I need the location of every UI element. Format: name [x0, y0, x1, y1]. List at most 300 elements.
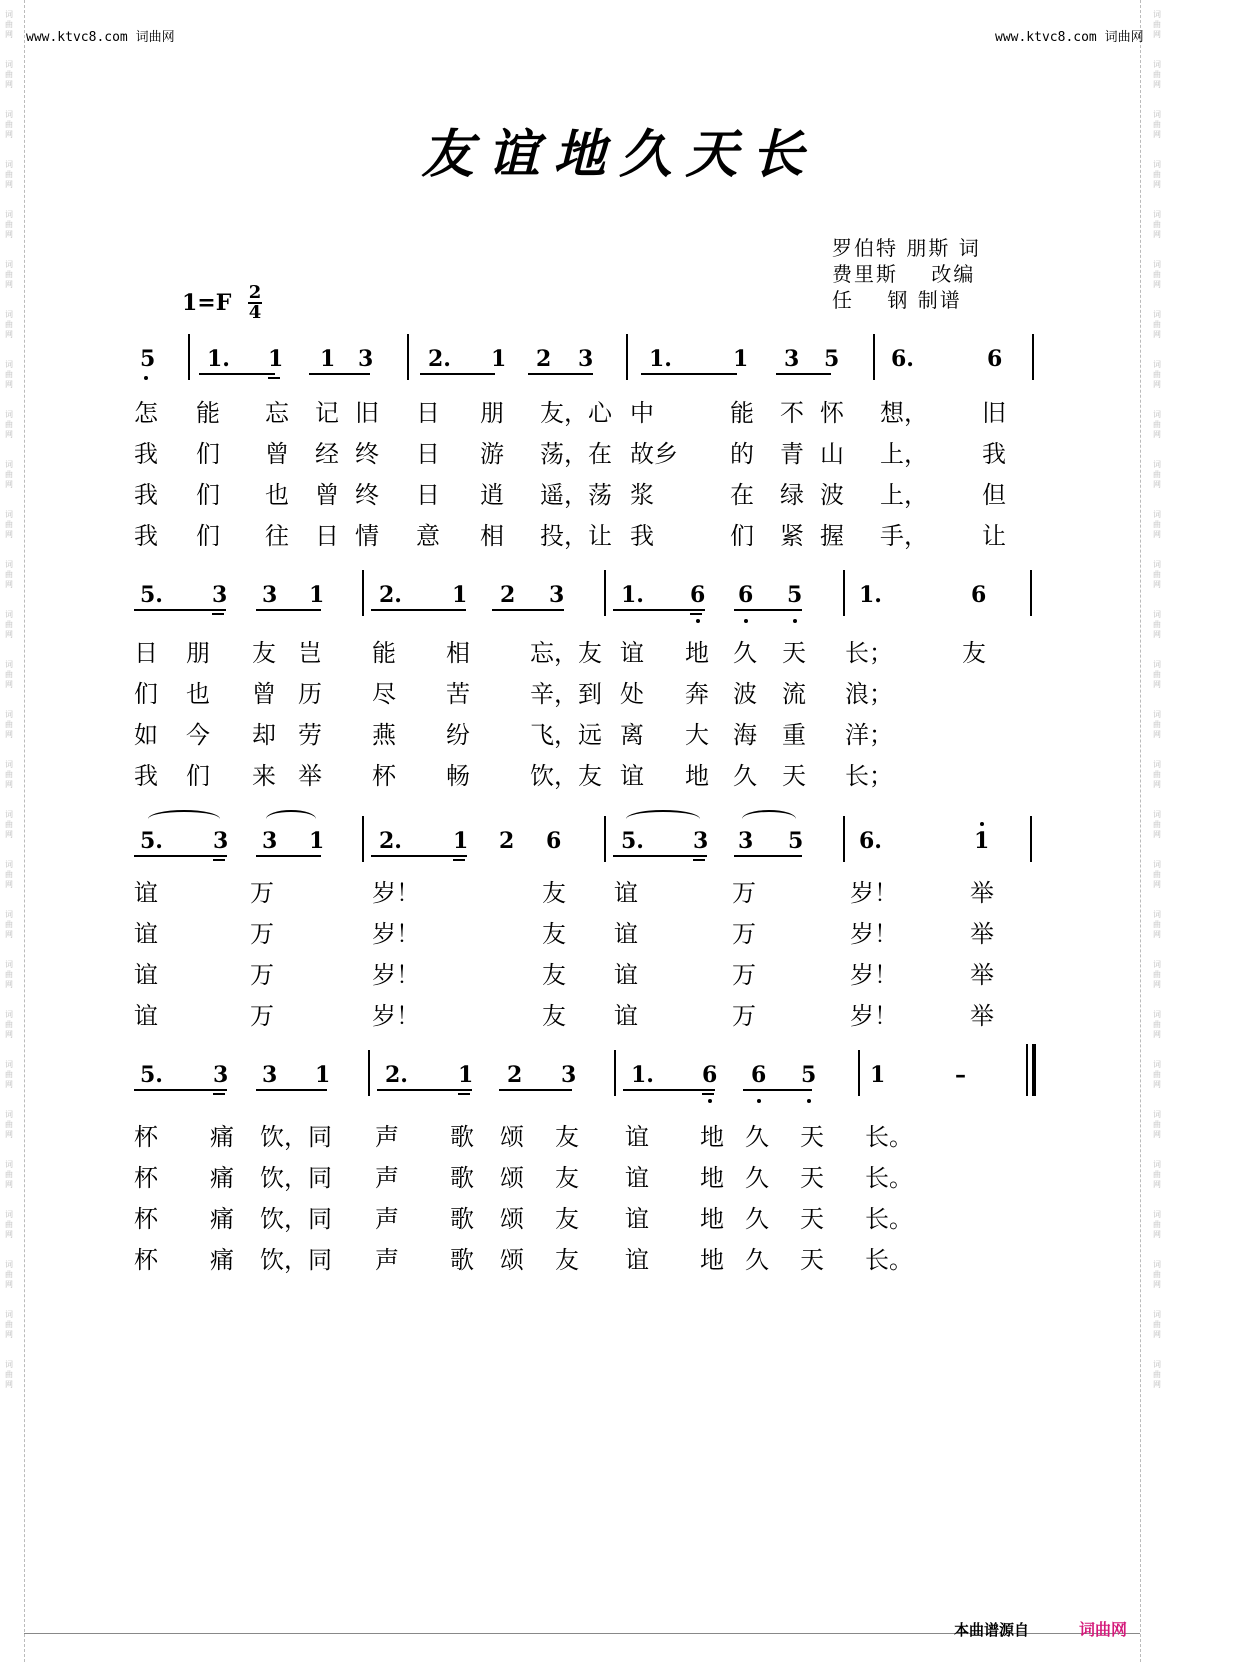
time-signature-top: 2 [248, 282, 262, 303]
lyric: 万 [732, 961, 756, 989]
lyric: 旧 [982, 399, 1006, 427]
lyric: 纷 [446, 721, 470, 749]
note: 5. [140, 828, 163, 854]
slur [266, 810, 316, 828]
lyric: 想， [880, 399, 928, 427]
lyric: 歌 [450, 1246, 474, 1274]
lyric: 让 [982, 522, 1006, 550]
final-barline-thick [1032, 1044, 1036, 1096]
lyric: 久 [745, 1205, 769, 1233]
side-watermark-left: 词 曲 网 词 曲 网 词 曲 网 词 曲 网 词 曲 网 词 曲 网 词 曲 网 词 曲 网 词 曲 网 词 曲 网 词 曲 网 词 曲 网 词 曲 网 词 曲 网 词 曲 网 词 曲 网 词 曲 网 词 曲 网 词 曲 网 词 曲 网 词 曲 网 词 曲 网 词 曲 网 词 曲 网 词 曲 网 词 曲 网 词 曲 网 词 曲 网 [5, 10, 13, 1389]
low-octave-dot [744, 619, 748, 623]
lyric: 久 [745, 1164, 769, 1192]
lyric: 岁！ [372, 920, 420, 948]
lyric: 能 [372, 639, 396, 667]
beam-double [213, 859, 225, 861]
beam [199, 373, 275, 375]
lyric: 紧 [780, 522, 804, 550]
beam-double [458, 1093, 470, 1095]
lyric: 长； [845, 639, 893, 667]
lyric: 友 [555, 1246, 579, 1274]
lyric: 洋； [845, 721, 893, 749]
lyric: 不 [780, 399, 804, 427]
beam [641, 373, 737, 375]
lyric: 长。 [865, 1164, 913, 1192]
note: 1 [733, 346, 749, 372]
time-signature [248, 284, 262, 322]
lyric: 谊 [134, 961, 158, 989]
lyric: 饮，同 [260, 1123, 332, 1151]
lyric: 天 [800, 1164, 824, 1192]
barline [188, 334, 190, 380]
beam [528, 373, 593, 375]
lyric: 万 [250, 920, 274, 948]
note: 2 [499, 828, 515, 854]
lyric: 忘 [265, 399, 289, 427]
lyric: 友 [555, 1205, 579, 1233]
barline [1030, 570, 1032, 616]
note: 5. [621, 828, 644, 854]
lyric: 痛 [210, 1164, 234, 1192]
lyric: 荡，在 [540, 440, 612, 468]
barline [873, 334, 875, 380]
footer-source-label: 本曲谱源自 [953, 1621, 1029, 1639]
lyric: 终 [355, 440, 379, 468]
lyric: 天 [800, 1205, 824, 1233]
lyric: 们 [196, 481, 220, 509]
lyric: 历 [298, 680, 322, 708]
low-octave-dot [708, 1099, 712, 1103]
note: 1 [453, 828, 469, 854]
lyric: 久 [745, 1246, 769, 1274]
lyric: 天 [800, 1246, 824, 1274]
lyric: 痛 [210, 1246, 234, 1274]
lyric: 地 [700, 1246, 724, 1274]
lyric: 声 [375, 1205, 399, 1233]
lyric: 谊 [134, 879, 158, 907]
lyric: 曾 [315, 481, 339, 509]
beam-double [702, 1093, 714, 1095]
lyric: 山 [820, 440, 844, 468]
lyric: 地 [700, 1123, 724, 1151]
beam [734, 609, 802, 611]
lyric: 久 [733, 639, 757, 667]
lyric: 握 [820, 522, 844, 550]
lyric: 岁！ [850, 1002, 898, 1030]
song-title: 友谊地久天长 [421, 124, 818, 185]
low-octave-dot [807, 1099, 811, 1103]
note: 1. [649, 346, 672, 372]
note: 2 [536, 346, 552, 372]
lyric: 天 [800, 1123, 824, 1151]
lyric: 长。 [865, 1246, 913, 1274]
lyric: 饮，友 [530, 762, 602, 790]
lyric: 我 [134, 481, 158, 509]
beam [134, 609, 226, 611]
lyric: 杯 [134, 1205, 158, 1233]
lyric: 能 [196, 399, 220, 427]
lyric: 辛，到 [530, 680, 602, 708]
note: 5 [140, 346, 156, 372]
beam [256, 1089, 327, 1091]
lyric: 中 [630, 399, 654, 427]
lyric: 万 [732, 1002, 756, 1030]
lyric: 友 [252, 639, 276, 667]
lyric: 歌 [450, 1164, 474, 1192]
lyric: 谊 [625, 1123, 649, 1151]
lyric: 日 [416, 440, 440, 468]
note: 1 [974, 828, 990, 854]
low-octave-dot [757, 1099, 761, 1103]
lyric: 旧 [355, 399, 379, 427]
note: 6. [891, 346, 914, 372]
lyric: 尽 [372, 680, 396, 708]
lyric: 绿 [780, 481, 804, 509]
lyric: 岁！ [850, 961, 898, 989]
note: 5 [824, 346, 840, 372]
note: 6 [738, 582, 754, 608]
lyric: 地 [700, 1164, 724, 1192]
lyric: 我 [134, 522, 158, 550]
side-watermark-right: 词 曲 网 词 曲 网 词 曲 网 词 曲 网 词 曲 网 词 曲 网 词 曲 网 词 曲 网 词 曲 网 词 曲 网 词 曲 网 词 曲 网 词 曲 网 词 曲 网 词 曲 网 词 曲 网 词 曲 网 词 曲 网 词 曲 网 词 曲 网 词 曲 网 词 曲 网 词 曲 网 词 曲 网 词 曲 网 词 曲 网 词 曲 网 词 曲 网 [1153, 10, 1161, 1389]
slur [742, 810, 796, 828]
lyric: 友，心 [540, 399, 612, 427]
note: 3 [578, 346, 594, 372]
lyric: 友 [542, 920, 566, 948]
lyric: 波 [820, 481, 844, 509]
beam [734, 855, 802, 857]
beam-double [212, 613, 224, 615]
lyric: 长。 [865, 1123, 913, 1151]
beam [499, 1089, 572, 1091]
note: 1. [631, 1062, 654, 1088]
lyric: 谊 [614, 879, 638, 907]
header-site-left[interactable]: www.ktvc8.com 词曲网 [26, 30, 175, 45]
lyric: 地 [700, 1205, 724, 1233]
lyric: 举 [970, 879, 994, 907]
lyric: 我 [630, 522, 654, 550]
barline [407, 334, 409, 380]
lyric: 岁！ [372, 1002, 420, 1030]
note: 1. [859, 582, 882, 608]
note: 2. [385, 1062, 408, 1088]
high-octave-dot [980, 822, 984, 826]
note: 1 [320, 346, 336, 372]
barline [604, 816, 606, 862]
lyric: 声 [375, 1246, 399, 1274]
barline [1032, 334, 1034, 380]
note: 1 [268, 346, 284, 372]
note: 2. [379, 582, 402, 608]
left-border [24, 0, 25, 1662]
lyric: 声 [375, 1123, 399, 1151]
lyric: 意 [416, 522, 440, 550]
lyric: 波 [733, 680, 757, 708]
beam [377, 1089, 472, 1091]
beam [134, 855, 227, 857]
note: 3 [212, 582, 228, 608]
lyric: 重 [782, 721, 806, 749]
lyric: 终 [355, 481, 379, 509]
lyric: 游 [480, 440, 504, 468]
lyric: 忘，友 [530, 639, 602, 667]
lyric: 地 [685, 762, 709, 790]
lyric: 的 [730, 440, 754, 468]
note: 6 [690, 582, 706, 608]
lyric: 杯 [372, 762, 396, 790]
credit-notation: 任 钢 制谱 [832, 288, 962, 312]
lyric: 友 [542, 879, 566, 907]
lyric: 我 [982, 440, 1006, 468]
lyric: 上， [880, 481, 928, 509]
low-octave-dot [144, 376, 148, 380]
note: 1 [491, 346, 507, 372]
note: 6 [971, 582, 987, 608]
beam [371, 855, 467, 857]
lyric: 举 [298, 762, 322, 790]
lyric: 日 [416, 399, 440, 427]
note: 6 [751, 1062, 767, 1088]
note: 5. [140, 1062, 163, 1088]
lyric: 岂 [298, 639, 322, 667]
lyric: 们 [186, 762, 210, 790]
note: – [955, 1062, 966, 1088]
note: 6. [859, 828, 882, 854]
lyric: 我 [134, 440, 158, 468]
beam [613, 609, 705, 611]
lyric: 流 [782, 680, 806, 708]
lyric: 燕 [372, 721, 396, 749]
note: 1. [207, 346, 230, 372]
lyric: 奔 [685, 680, 709, 708]
lyric: 岁！ [850, 920, 898, 948]
lyric: 友 [542, 1002, 566, 1030]
lyric: 曾 [265, 440, 289, 468]
note: 3 [262, 1062, 278, 1088]
beam [623, 1089, 715, 1091]
lyric: 但 [982, 481, 1006, 509]
lyric: 们 [196, 522, 220, 550]
lyric: 万 [250, 1002, 274, 1030]
key-signature: 1=F [182, 290, 232, 316]
lyric: 岁！ [372, 879, 420, 907]
beam [492, 609, 564, 611]
lyric: 颂 [500, 1246, 524, 1274]
lyric: 歌 [450, 1123, 474, 1151]
lyric: 浆 [630, 481, 654, 509]
lyric: 谊 [625, 1205, 649, 1233]
lyric: 谊 [614, 1002, 638, 1030]
footer-source-name[interactable]: 词曲网 [1078, 1620, 1127, 1639]
lyric: 投，让 [540, 522, 612, 550]
note: 1 [309, 582, 325, 608]
note: 3 [213, 828, 229, 854]
lyric: 怎 [134, 399, 158, 427]
lyric: 们 [730, 522, 754, 550]
lyric: 如 [134, 721, 158, 749]
lyric: 飞，远 [530, 721, 602, 749]
note: 3 [549, 582, 565, 608]
lyric: 朋 [186, 639, 210, 667]
lyric: 举 [970, 961, 994, 989]
lyric: 遥，荡 [540, 481, 612, 509]
lyric: 岁！ [850, 879, 898, 907]
lyric: 久 [745, 1123, 769, 1151]
final-barline-thin [1026, 1044, 1028, 1096]
barline [626, 334, 628, 380]
note: 3 [262, 828, 278, 854]
lyric: 浪； [845, 680, 893, 708]
beam-double [213, 1093, 225, 1095]
lyric: 痛 [210, 1205, 234, 1233]
lyric: 记 [315, 399, 339, 427]
lyric: 万 [250, 961, 274, 989]
beam [420, 373, 495, 375]
lyric: 也 [186, 680, 210, 708]
note: 3 [738, 828, 754, 854]
lyric: 颂 [500, 1205, 524, 1233]
lyric: 处 [620, 680, 644, 708]
lyric: 相 [446, 639, 470, 667]
lyric: 饮，同 [260, 1205, 332, 1233]
lyric: 颂 [500, 1123, 524, 1151]
lyric: 举 [970, 1002, 994, 1030]
lyric: 曾 [252, 680, 276, 708]
beam [256, 855, 321, 857]
lyric: 经 [315, 440, 339, 468]
note: 5. [140, 582, 163, 608]
beam [371, 609, 466, 611]
lyric: 万 [250, 879, 274, 907]
lyric: 长。 [865, 1205, 913, 1233]
note: 2. [428, 346, 451, 372]
lyric: 能 [730, 399, 754, 427]
note: 1 [309, 828, 325, 854]
lyric: 畅 [446, 762, 470, 790]
note: 6 [987, 346, 1003, 372]
barline [843, 816, 845, 862]
lyric: 逍 [480, 481, 504, 509]
beam-double [453, 859, 465, 861]
note: 1 [458, 1062, 474, 1088]
header-site-right[interactable]: www.ktvc8.com 词曲网 [995, 30, 1144, 45]
beam [134, 1089, 227, 1091]
lyric: 杯 [134, 1246, 158, 1274]
low-octave-dot [696, 619, 700, 623]
lyric: 天 [782, 639, 806, 667]
lyric: 日 [315, 522, 339, 550]
lyric: 歌 [450, 1205, 474, 1233]
note: 1 [870, 1062, 886, 1088]
beam-double [693, 859, 705, 861]
note: 5 [788, 828, 804, 854]
note: 6 [702, 1062, 718, 1088]
time-signature-bottom: 4 [248, 302, 262, 323]
barline [604, 570, 606, 616]
beam [613, 855, 707, 857]
note: 3 [358, 346, 374, 372]
barline [614, 1050, 616, 1096]
lyric: 也 [265, 481, 289, 509]
barline [843, 570, 845, 616]
lyric: 谊 [620, 762, 644, 790]
note: 2 [507, 1062, 523, 1088]
lyric: 谊 [620, 639, 644, 667]
note: 3 [561, 1062, 577, 1088]
beam [309, 373, 370, 375]
lyric: 谊 [134, 1002, 158, 1030]
lyric: 来 [252, 762, 276, 790]
lyric: 谊 [614, 920, 638, 948]
lyric: 情 [355, 522, 379, 550]
lyric: 相 [480, 522, 504, 550]
note: 3 [784, 346, 800, 372]
lyric: 友 [555, 1123, 579, 1151]
note: 1 [315, 1062, 331, 1088]
beam [743, 1089, 812, 1091]
lyric: 我 [134, 762, 158, 790]
lyric: 饮，同 [260, 1164, 332, 1192]
lyric: 们 [196, 440, 220, 468]
low-octave-dot [793, 619, 797, 623]
beam-double [268, 377, 280, 379]
note: 3 [262, 582, 278, 608]
note: 1 [452, 582, 468, 608]
lyric: 朋 [480, 399, 504, 427]
lyric: 友 [555, 1164, 579, 1192]
lyric: 却 [252, 721, 276, 749]
lyric: 谊 [614, 961, 638, 989]
lyric: 劳 [298, 721, 322, 749]
slur [148, 810, 220, 828]
lyric: 谊 [625, 1164, 649, 1192]
lyric: 谊 [625, 1246, 649, 1274]
lyric: 今 [186, 721, 210, 749]
lyric: 杯 [134, 1164, 158, 1192]
lyric: 杯 [134, 1123, 158, 1151]
lyric: 谊 [134, 920, 158, 948]
lyric: 苦 [446, 680, 470, 708]
lyric: 地 [685, 639, 709, 667]
barline [858, 1050, 860, 1096]
lyric: 手， [880, 522, 928, 550]
lyric: 怀 [820, 399, 844, 427]
beam [776, 373, 831, 375]
lyric: 上， [880, 440, 928, 468]
note: 5 [787, 582, 803, 608]
credit-arranger: 费里斯 改编 [832, 262, 976, 286]
barline [362, 570, 364, 616]
lyric: 岁！ [372, 961, 420, 989]
lyric: 往 [265, 522, 289, 550]
lyric: 海 [733, 721, 757, 749]
lyric: 久 [733, 762, 757, 790]
barline [368, 1050, 370, 1096]
lyric: 青 [780, 440, 804, 468]
lyric: 离 [620, 721, 644, 749]
lyric: 们 [134, 680, 158, 708]
lyric: 举 [970, 920, 994, 948]
note: 6 [546, 828, 562, 854]
lyric: 长； [845, 762, 893, 790]
lyric: 饮，同 [260, 1246, 332, 1274]
lyric: 万 [732, 879, 756, 907]
lyric: 天 [782, 762, 806, 790]
lyric: 声 [375, 1164, 399, 1192]
beam [256, 609, 321, 611]
slur [626, 810, 700, 828]
note: 3 [693, 828, 709, 854]
